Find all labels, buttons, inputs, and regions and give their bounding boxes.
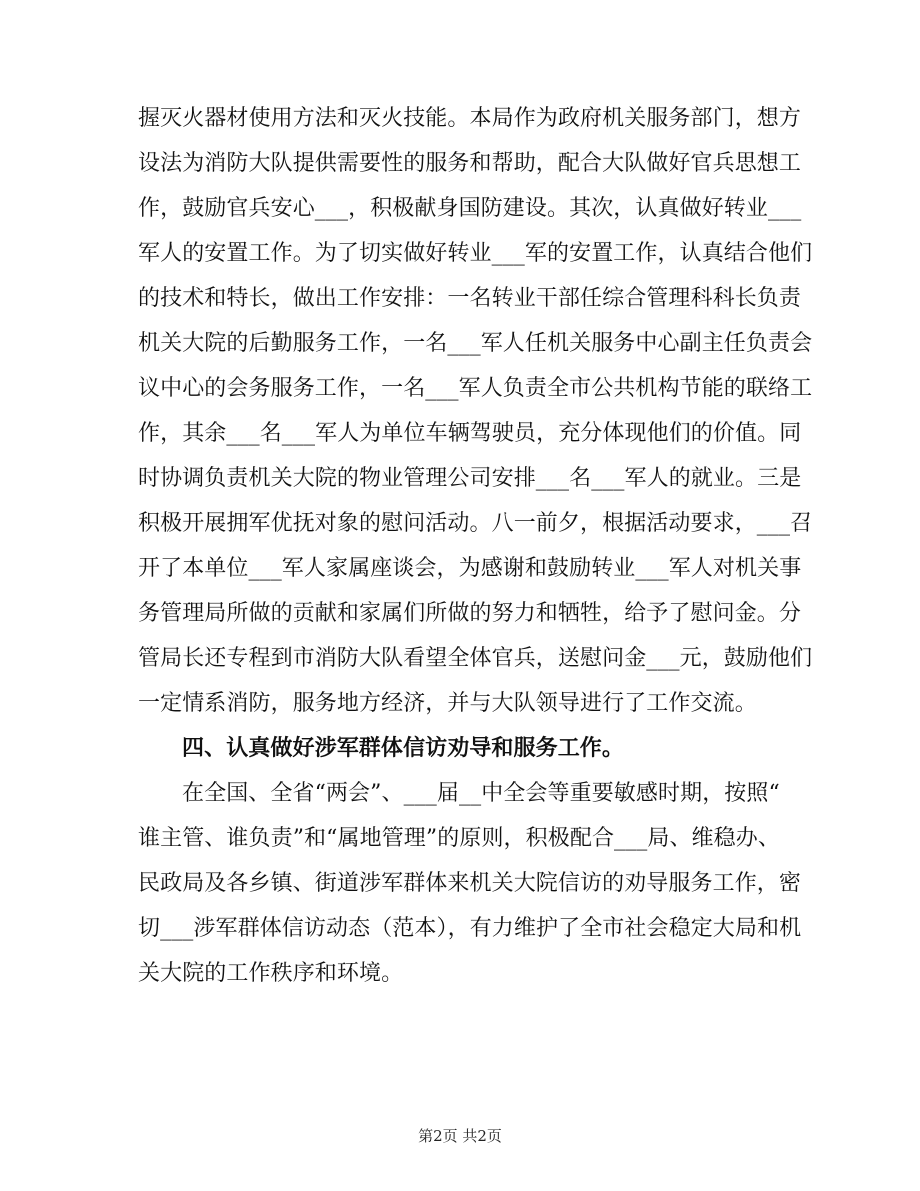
text-line: 积极开展拥军优抚对象的慰问活动。八一前夕，根据活动要求，___召	[138, 511, 813, 536]
text-line: 时协调负责机关大院的物业管理公司安排___名___军人的就业。三是	[138, 466, 802, 491]
text-line: 机关大院的后勤服务工作，一名___军人任机关服务中心副主任负责会	[138, 331, 813, 356]
text-line: 的技术和特长，做出工作安排：一名转业干部任综合管理科科长负责	[138, 286, 802, 311]
text-line: 务管理局所做的贡献和家属们所做的努力和牺牲，给予了慰问金。分	[138, 601, 802, 626]
paragraph-2	[138, 771, 802, 996]
text-line: 管局长还专程到市消防大队看望全体官兵，送慰问金___元，鼓励他们	[138, 646, 813, 671]
text-line: 议中心的会务服务工作，一名___军人负责全市公共机构节能的联络工	[138, 376, 813, 401]
text-line: 切___涉军群体信访动态（范本），有力维护了全市社会稳定大局和机	[138, 916, 802, 941]
text-line: 设法为消防大队提供需要性的服务和帮助，配合大队做好官兵思想工	[138, 151, 802, 176]
page-indicator: 第2页 共2页	[418, 1127, 502, 1145]
text-line: 在全国、全省“两会”、___届__中全会等重要敏感时期，按照“	[182, 781, 780, 806]
text-line: 开了本单位___军人家属座谈会，为感谢和鼓励转业___军人对机关事	[138, 556, 802, 581]
text-line: 关大院的工作秩序和环境。	[138, 961, 404, 986]
text-line: 军人的安置工作。为了切实做好转业___军的安置工作，认真结合他们	[138, 241, 813, 266]
section-heading: 四、认真做好涉军群体信访劝导和服务工作。	[182, 735, 625, 761]
text-line: 一定情系消防，服务地方经济，并与大队领导进行了工作交流。	[138, 691, 757, 716]
text-line: 作，鼓励官兵安心___，积极献身国防建设。其次，认真做好转业___	[138, 196, 802, 221]
text-line: 作，其余___名___军人为单位车辆驾驶员，充分体现他们的价值。同	[138, 421, 802, 446]
document-body	[138, 96, 813, 996]
text-line: 谁主管、谁负责”和“属地管理”的原则，积极配合___局、维稳办、	[138, 826, 780, 851]
text-line: 民政局及各乡镇、街道涉军群体来机关大院信访的劝导服务工作，密	[138, 871, 802, 896]
text-line: 握灭火器材使用方法和灭火技能。本局作为政府机关服务部门，想方	[138, 106, 802, 131]
paragraph-1	[138, 96, 813, 726]
